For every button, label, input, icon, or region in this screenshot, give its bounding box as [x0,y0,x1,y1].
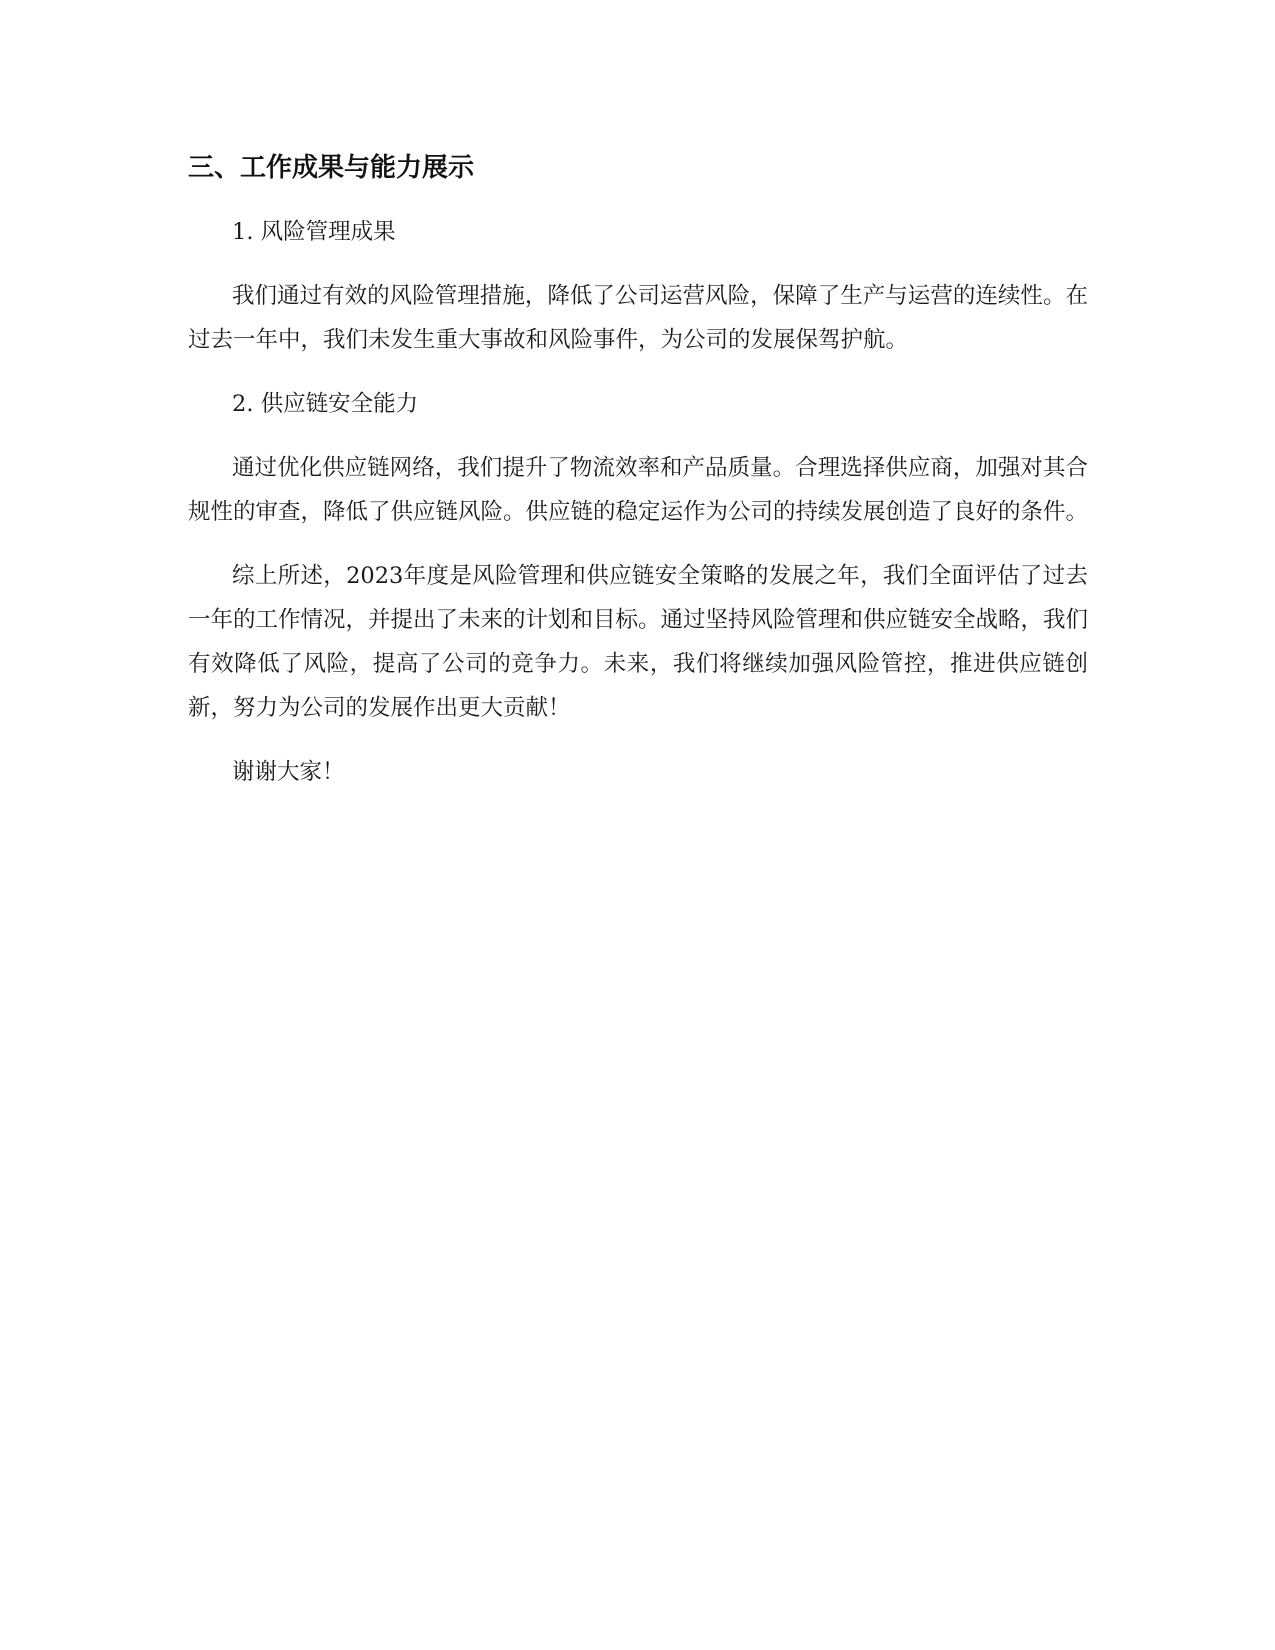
document-content [188,146,1088,814]
subsection-2-title: 2. 供应链安全能力 [232,391,419,417]
subsection-1-body: 我们通过有效的风险管理措施，降低了公司运营风险，保障了生产与运营的连续性。在过去一年中，我们未发生重大事故和风险事件，为公司的发展保驾护航。 [188,283,1088,353]
conclusion-paragraph: 综上所述，2023年度是风险管理和供应链安全策略的发展之年，我们全面评估了过去一年的工作情况，并提出了未来的计划和目标。通过坚持风险管理和供应链安全战略，我们有效降低了风险，提高了公司的竞争力。未来，我们将继续加强风险管控，推进供应链创新，努力为公司的发展作出更大贡献！ [188,563,1089,721]
subsection-2-body: 通过优化供应链网络，我们提升了物流效率和产品质量。合理选择供应商，加强对其合规性的审查，降低了供应链风险。供应链的稳定运作为公司的持续发展创造了良好的条件。 [188,455,1089,525]
subsection-1-title: 1. 风险管理成果 [232,219,396,245]
section-title: 三、工作成果与能力展示 [188,153,475,183]
closing-line: 谢谢大家！ [232,759,345,785]
